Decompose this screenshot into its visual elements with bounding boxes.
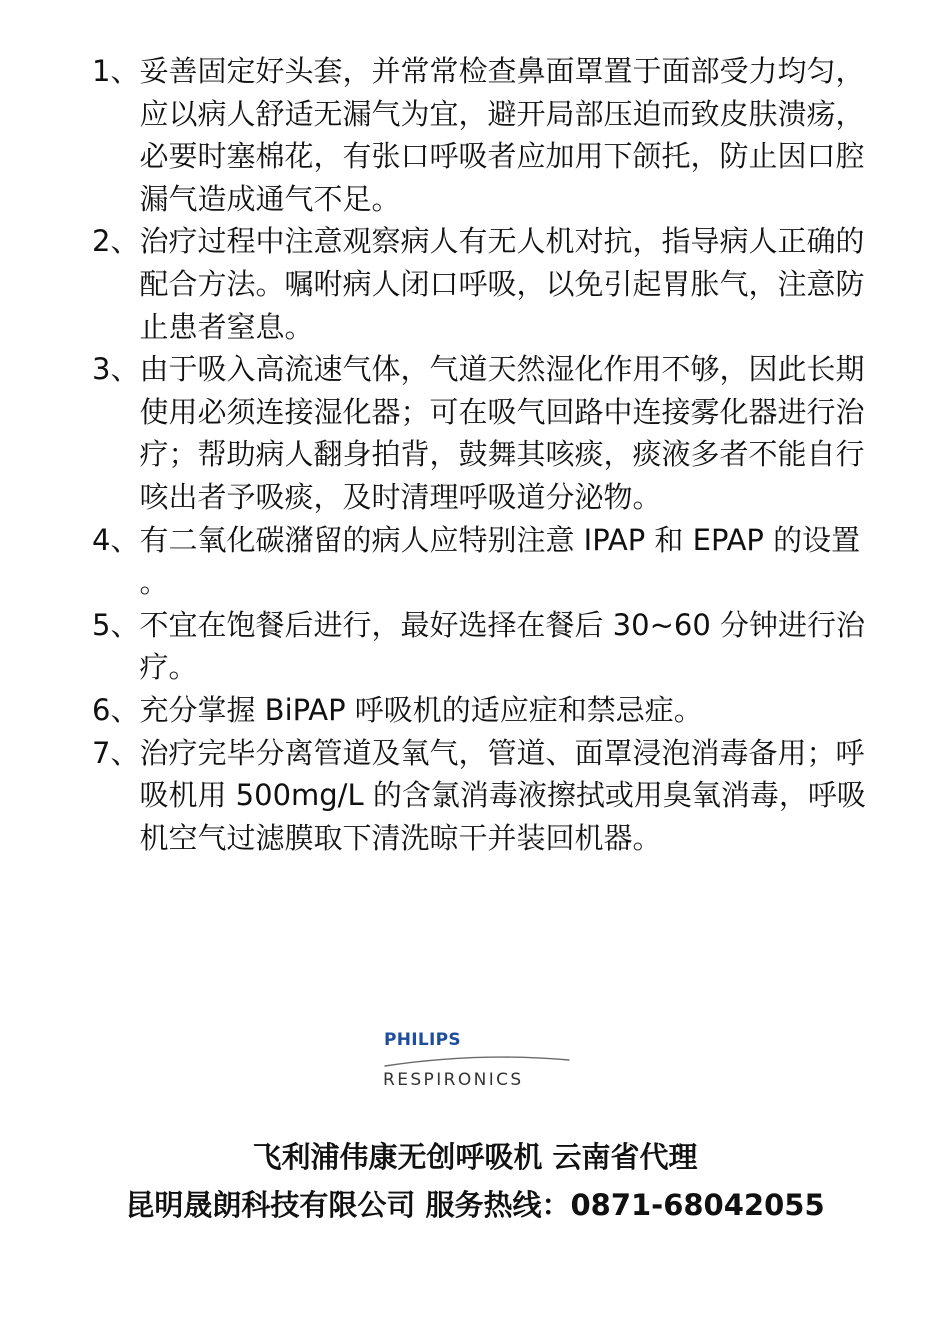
note-item-6 [92, 689, 872, 732]
note-number: 2、 [92, 224, 140, 259]
note-number: 4、 [92, 522, 140, 557]
footer-company-line: 昆明晟朗科技有限公司 服务热线：0871-68042055 [125, 1188, 825, 1222]
note-number: 7、 [92, 735, 140, 770]
logo-sub-text: RESPIRONICS [383, 1070, 524, 1090]
note-item-5 [92, 604, 872, 689]
note-item-3 [92, 348, 872, 518]
note-text: 由于吸入高流速气体，气道天然湿化作用不够，因此长期使用必须连接湿化器；可在吸气回路中连接雾化器进行治疗；帮助病人翻身拍背，鼓舞其咳痰，痰液多者不能自行咳出者予吸痰，及时清理呼吸道分泌物。 [139, 352, 865, 514]
note-text: 妥善固定好头套，并常常检查鼻面罩置于面部受力均匀，应以病人舒适无漏气为宜，避开局部压迫而致皮肤溃疡，必要时塞棉花，有张口呼吸者应加用下颌托，防止因口腔漏气造成通气不足。 [139, 54, 865, 216]
note-text: 治疗完毕分离管道及氧气，管道、面罩浸泡消毒备用；呼吸机用 500mg/L 的含氯消毒液擦拭或用臭氧消毒，呼吸机空气过滤膜取下清洗晾干并装回机器。 [139, 735, 866, 855]
note-number: 1、 [92, 54, 140, 88]
note-item-7 [92, 732, 872, 860]
logo-brand-text: PHILIPS [384, 1030, 461, 1050]
note-text: 治疗过程中注意观察病人有无人机对抗，指导病人正确的配合方法。嘱咐病人闭口呼吸，以免引起胃胀气，注意防止患者窒息。 [139, 224, 865, 344]
logo-swoosh-icon [383, 1048, 573, 1070]
note-text: 不宜在饱餐后进行，最好选择在餐后 30~60 分钟进行治疗。 [139, 607, 865, 685]
footer-agent-line: 飞利浦伟康无创呼吸机 云南省代理 [252, 1140, 698, 1174]
note-item-1 [92, 50, 872, 220]
note-text: 有二氧化碳潴留的病人应特别注意 IPAP 和 EPAP 的设置。 [139, 522, 861, 600]
notes-list [92, 50, 872, 859]
note-number: 5、 [92, 607, 140, 642]
note-number: 6、 [92, 692, 140, 727]
note-text: 充分掌握 BiPAP 呼吸机的适应症和禁忌症。 [139, 692, 703, 727]
note-number: 3、 [92, 352, 140, 387]
note-item-4 [92, 519, 872, 604]
footer-contact [0, 1133, 950, 1229]
philips-respironics-logo [383, 1030, 573, 1092]
note-item-2 [92, 220, 872, 348]
